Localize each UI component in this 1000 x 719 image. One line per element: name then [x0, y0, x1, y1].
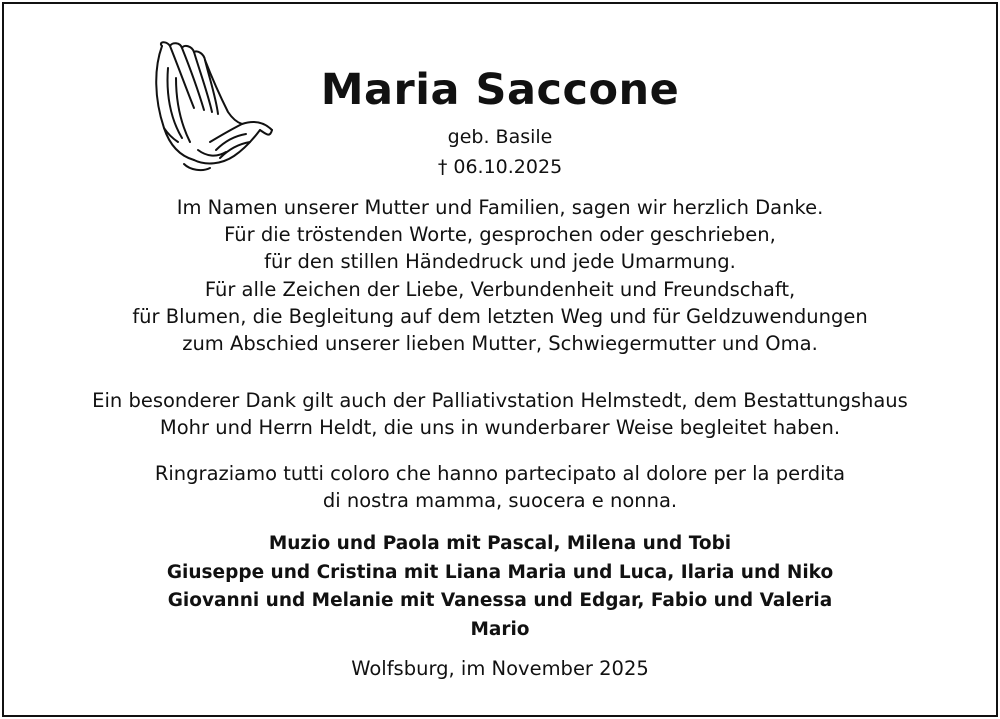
family-names [0, 530, 1000, 644]
italian-line: di nostra mamma, suocera e nonna. [322, 489, 678, 513]
place-date: Wolfsburg, im November 2025 [351, 657, 649, 680]
special-thanks-paragraph [0, 387, 1000, 441]
italian-line: Ringraziamo tutti coloro che hanno partecipato al dolore per la perdita [154, 462, 846, 485]
family-line: Giuseppe und Cristina mit Liana Maria und Luca, Ilaria und Niko [166, 561, 834, 583]
thanks-line: Für alle Zeichen der Liebe, Verbundenheit und Freundschaft, [204, 277, 796, 301]
family-line: Giovanni und Melanie mit Vanessa und Edgar, Fabio und Valeria [167, 590, 833, 611]
thanks-paragraph [0, 194, 1000, 357]
thanks-line: für den stillen Händedruck und jede Umarmung. [264, 250, 736, 274]
italian-paragraph [0, 460, 1000, 514]
death-date: † 06.10.2025 [437, 156, 563, 178]
deceased-name: Maria Saccone [320, 65, 680, 115]
thanks-line: für Blumen, die Begleitung auf dem letzten Weg und für Geldzuwendungen [132, 304, 868, 328]
family-line: Muzio und Paola mit Pascal, Milena und Tobi [268, 533, 732, 554]
special-thanks-line: Ein besonderer Dank gilt auch der Palliativstation Helmstedt, dem Bestattungshaus [92, 389, 908, 412]
thanks-line: zum Abschied unserer lieben Mutter, Schwiegermutter und Oma. [182, 332, 818, 356]
thanks-line: Im Namen unserer Mutter und Familien, sagen wir herzlich Danke. [176, 196, 824, 219]
thanks-line: Für die tröstenden Worte, gesprochen oder geschrieben, [224, 223, 776, 247]
birth-name: geb. Basile [447, 126, 553, 148]
family-line: Mario [470, 618, 530, 640]
special-thanks-line: Mohr und Herrn Heldt, die uns in wunderbarer Weise begleitet haben. [159, 416, 841, 440]
